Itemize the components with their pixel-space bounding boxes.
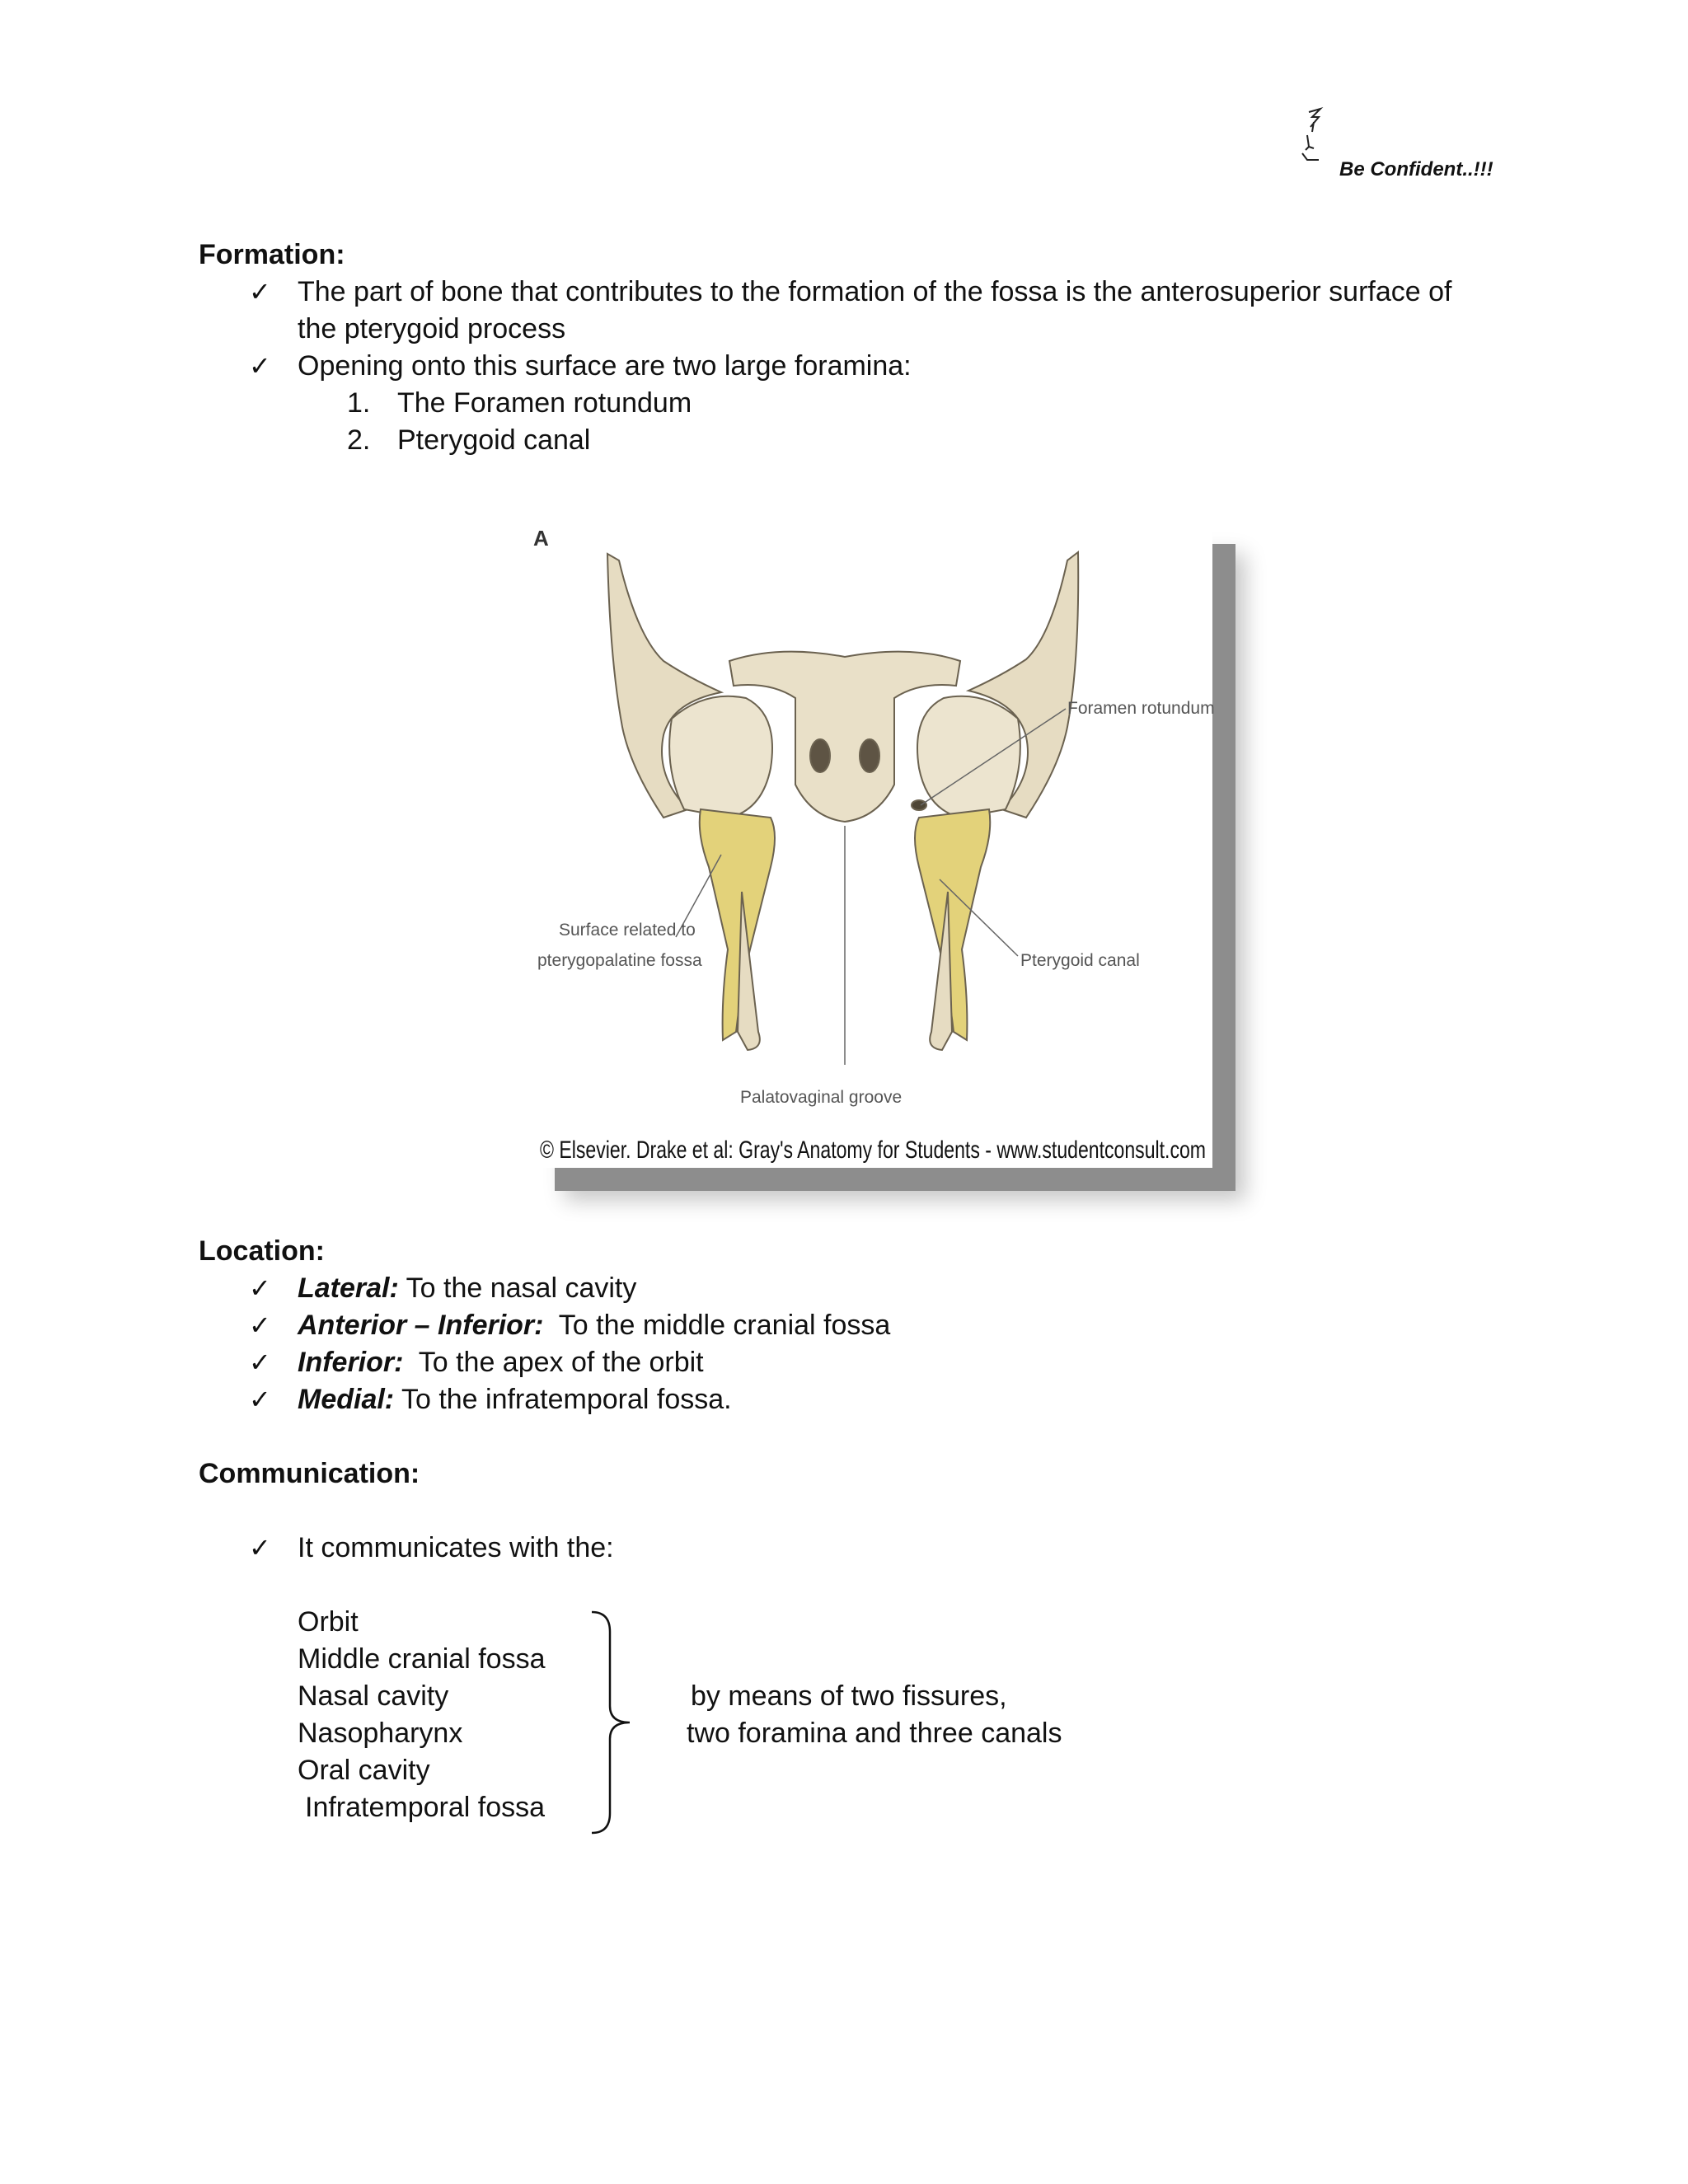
right-curly-brace bbox=[587, 1609, 636, 1836]
label-surface-line-2: pterygopalatine fossa bbox=[537, 951, 702, 970]
communication-item-orbit: Orbit bbox=[298, 1606, 359, 1638]
communication-item-nasal-cavity: Nasal cavity bbox=[298, 1680, 449, 1712]
checkmark-icon: ✓ bbox=[249, 1272, 271, 1304]
numbered-item-number: 2. bbox=[347, 424, 371, 456]
location-item-medial bbox=[298, 1381, 732, 1418]
location-text: To the apex of the orbit bbox=[403, 1347, 704, 1378]
label-pterygoid-canal: Pterygoid canal bbox=[1020, 951, 1140, 970]
communication-item-oral-cavity: Oral cavity bbox=[298, 1755, 430, 1786]
checkmark-icon: ✓ bbox=[249, 350, 271, 382]
location-term: Lateral: bbox=[298, 1272, 399, 1304]
communication-means-line-1: by means of two fissures, bbox=[691, 1680, 1007, 1712]
communication-means-line-2: two foramina and three canals bbox=[687, 1718, 1062, 1749]
communication-item-nasopharynx: Nasopharynx bbox=[298, 1718, 463, 1749]
communication-heading: Communication: bbox=[199, 1458, 420, 1489]
formation-heading: Formation: bbox=[199, 239, 345, 270]
checkmark-icon: ✓ bbox=[249, 1384, 271, 1415]
header-motto: Be Confident..!!! bbox=[1339, 158, 1493, 180]
location-item-anterior-inferior bbox=[298, 1307, 890, 1344]
figure-credit: © Elsevier. Drake et al: Gray's Anatomy for Students - www.studentconsult.com bbox=[540, 1137, 1206, 1164]
location-item-lateral bbox=[298, 1270, 636, 1307]
sphenoid-bone-illustration bbox=[607, 552, 1078, 1050]
figure-panel-letter: A bbox=[533, 526, 549, 551]
label-surface-line-1: Surface related to bbox=[559, 921, 696, 940]
location-term: Inferior: bbox=[298, 1347, 404, 1378]
formation-bullet-2: Opening onto this surface are two large foramina: bbox=[298, 350, 912, 382]
checkmark-icon: ✓ bbox=[249, 1532, 271, 1563]
location-term: Anterior – Inferior: bbox=[298, 1310, 544, 1341]
communication-item-middle-cranial-fossa: Middle cranial fossa bbox=[298, 1643, 546, 1675]
sphenoid-bone-figure bbox=[532, 521, 1215, 1168]
checkmark-icon: ✓ bbox=[249, 276, 271, 307]
formation-bullet-1-line-1: The part of bone that contributes to the formation of the fossa is the anterosuperior surface of bbox=[298, 276, 1452, 307]
location-text: To the nasal cavity bbox=[398, 1272, 637, 1304]
location-item-inferior bbox=[298, 1344, 704, 1381]
location-text: To the middle cranial fossa bbox=[543, 1310, 891, 1341]
label-foramen-rotundum: Foramen rotundum bbox=[1067, 699, 1215, 718]
location-text: To the infratemporal fossa. bbox=[394, 1384, 732, 1415]
communication-intro: It communicates with the: bbox=[298, 1532, 614, 1563]
numbered-item-number: 1. bbox=[347, 387, 371, 419]
communication-item-infratemporal-fossa: Infratemporal fossa bbox=[305, 1792, 546, 1823]
location-heading: Location: bbox=[199, 1235, 325, 1267]
formation-bullet-1-line-2: the pterygoid process bbox=[298, 313, 566, 344]
checkmark-icon: ✓ bbox=[249, 1347, 271, 1378]
numbered-item-foramen-rotundum: The Foramen rotundum bbox=[397, 387, 692, 419]
numbered-item-pterygoid-canal: Pterygoid canal bbox=[397, 424, 591, 456]
checkmark-icon: ✓ bbox=[249, 1310, 271, 1341]
label-palatovaginal-groove: Palatovaginal groove bbox=[740, 1088, 903, 1107]
location-term: Medial: bbox=[298, 1384, 395, 1415]
signature-mark bbox=[1299, 105, 1327, 168]
